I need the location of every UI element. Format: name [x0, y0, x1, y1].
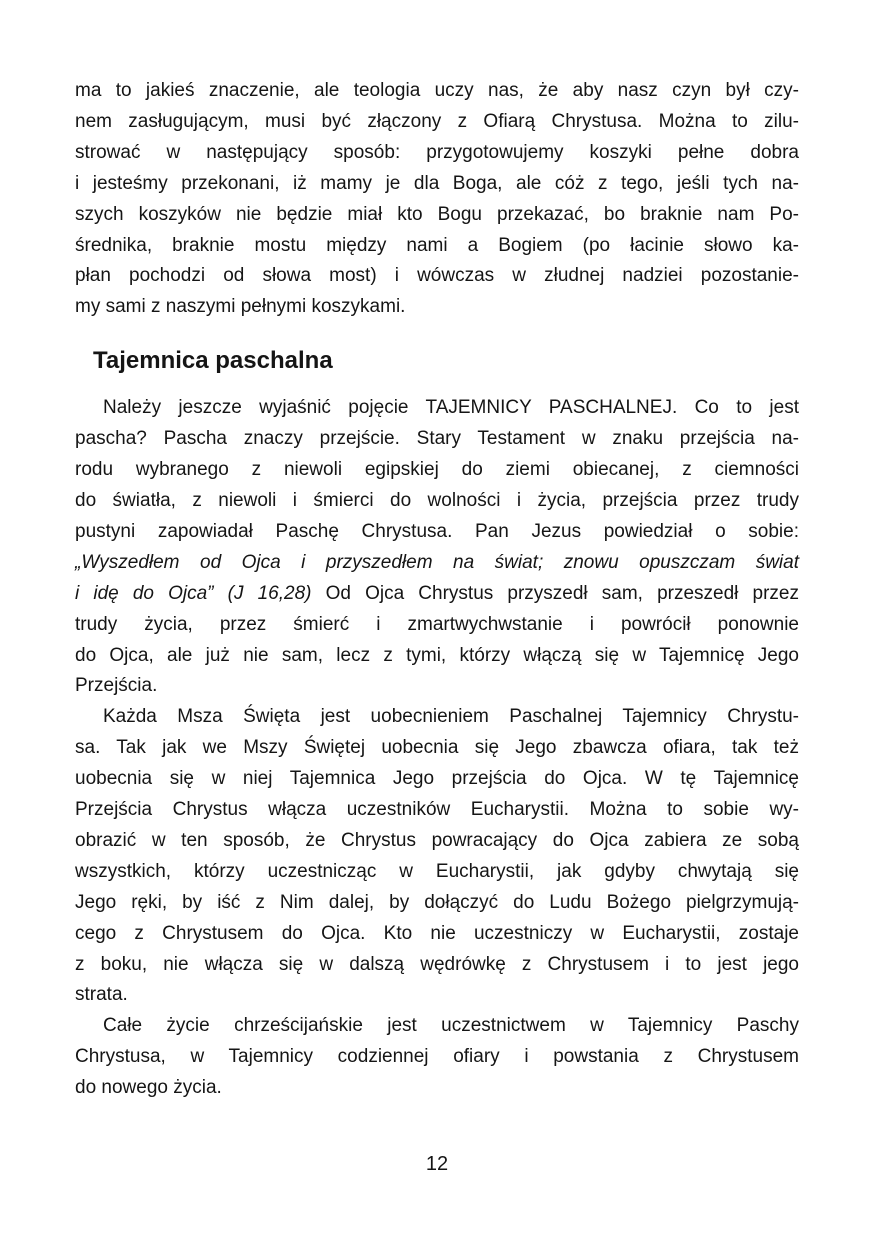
text-line: z boku, nie włącza się w dalszą wędrówkę z Chrystusem i to jest jego: [75, 953, 799, 975]
text-line: średnika, braknie mostu między nami a Bogiem (po łacinie słowo ka-: [75, 234, 799, 256]
text-line: szych koszyków nie będzie miał kto Bogu przekazać, bo braknie nam Po-: [75, 203, 799, 225]
paragraph-msza: [75, 702, 799, 1011]
text-line: Całe życie chrześcijańskie jest uczestnictwem w Tajemnicy Paschy: [103, 1015, 799, 1037]
text-line: Każda Msza Święta jest uobecnieniem Paschalnej Tajemnicy Chrystu-: [103, 706, 799, 728]
section-heading: Tajemnica paschalna: [93, 347, 333, 375]
paragraph-pascha: [75, 393, 799, 702]
text-line: do światła, z niewoli i śmierci do wolności i życia, przejścia przez trudy: [75, 489, 799, 511]
paragraph-zycie: [75, 1011, 799, 1104]
page-number: 12: [425, 1153, 449, 1176]
text-line: nem zasługującym, musi być złączony z Ofiarą Chrystusa. Można to zilu-: [75, 110, 799, 132]
text-line: my sami z naszymi pełnymi koszykami.: [75, 296, 406, 318]
text-line: do Ojca, ale już nie sam, lecz z tymi, którzy włączą się w Tajemnicę Jego: [75, 644, 799, 666]
paragraph-lines-before-quote: [75, 393, 799, 548]
text-line: pustyni zapowiadał Paschę Chrystusa. Pan Jezus powiedział o sobie:: [75, 520, 799, 542]
text-line: strata.: [75, 984, 128, 1006]
body-text-after-quote: Od Ojca Chrystus przyszedł sam, przeszedł przez: [311, 582, 799, 604]
text-line: trudy życia, przez śmierć i zmartwychwstanie i powrócił ponownie: [75, 613, 799, 635]
text-line: cego z Chrystusem do Ojca. Kto nie uczestniczy w Eucharystii, zostaje: [75, 922, 799, 944]
text-line: Przejścia Chrystus włącza uczestników Eucharystii. Można to sobie wy-: [75, 799, 799, 821]
text-line: Jego ręki, by iść z Nim dalej, by dołączyć do Ludu Bożego pielgrzymują-: [75, 891, 799, 913]
paragraph-lines-after-quote: [75, 610, 799, 703]
mixed-quote-line: [75, 579, 799, 610]
scripture-quote-end: i idę do Ojca” (J 16,28): [75, 582, 312, 604]
text-line: wszystkich, którzy uczestnicząc w Eucharystii, jak gdyby chwytają się: [75, 860, 799, 882]
text-line: ma to jakieś znaczenie, ale teologia uczy nas, że aby nasz czyn był czy-: [75, 80, 799, 101]
text-line: do nowego życia.: [75, 1077, 222, 1099]
text-line: sa. Tak jak we Mszy Świętej uobecnia się Jego zbawcza ofiara, tak też: [75, 737, 799, 759]
scripture-quote-line: „Wyszedłem od Ojca i przyszedłem na świat; znowu opuszczam świat: [75, 551, 799, 573]
text-line: rodu wybranego z niewoli egipskiej do ziemi obiecanej, z ciemności: [75, 459, 799, 481]
text-line: obrazić w ten sposób, że Chrystus powracający do Ojca zabiera ze sobą: [75, 829, 799, 851]
text-line: i jesteśmy przekonani, iż mamy je dla Boga, ale cóż z tego, jeśli tych na-: [75, 172, 799, 194]
text-line: uobecnia się w niej Tajemnica Jego przejścia do Ojca. W tę Tajemnicę: [75, 768, 799, 790]
text-line: płan pochodzi od słowa most) i wówczas w złudnej nadziei pozostanie-: [75, 265, 799, 287]
text-line: pascha? Pascha znaczy przejście. Stary Testament w znaku przejścia na-: [75, 428, 799, 450]
text-line: strować w następujący sposób: przygotowujemy koszyki pełne dobra: [75, 141, 799, 163]
text-line: Chrystusa, w Tajemnicy codziennej ofiary i powstania z Chrystusem: [75, 1046, 799, 1068]
paragraph-continuation: [75, 76, 799, 323]
text-line: Przejścia.: [75, 675, 158, 697]
text-line: Należy jeszcze wyjaśnić pojęcie TAJEMNICY PASCHALNEJ. Co to jest: [103, 397, 799, 419]
